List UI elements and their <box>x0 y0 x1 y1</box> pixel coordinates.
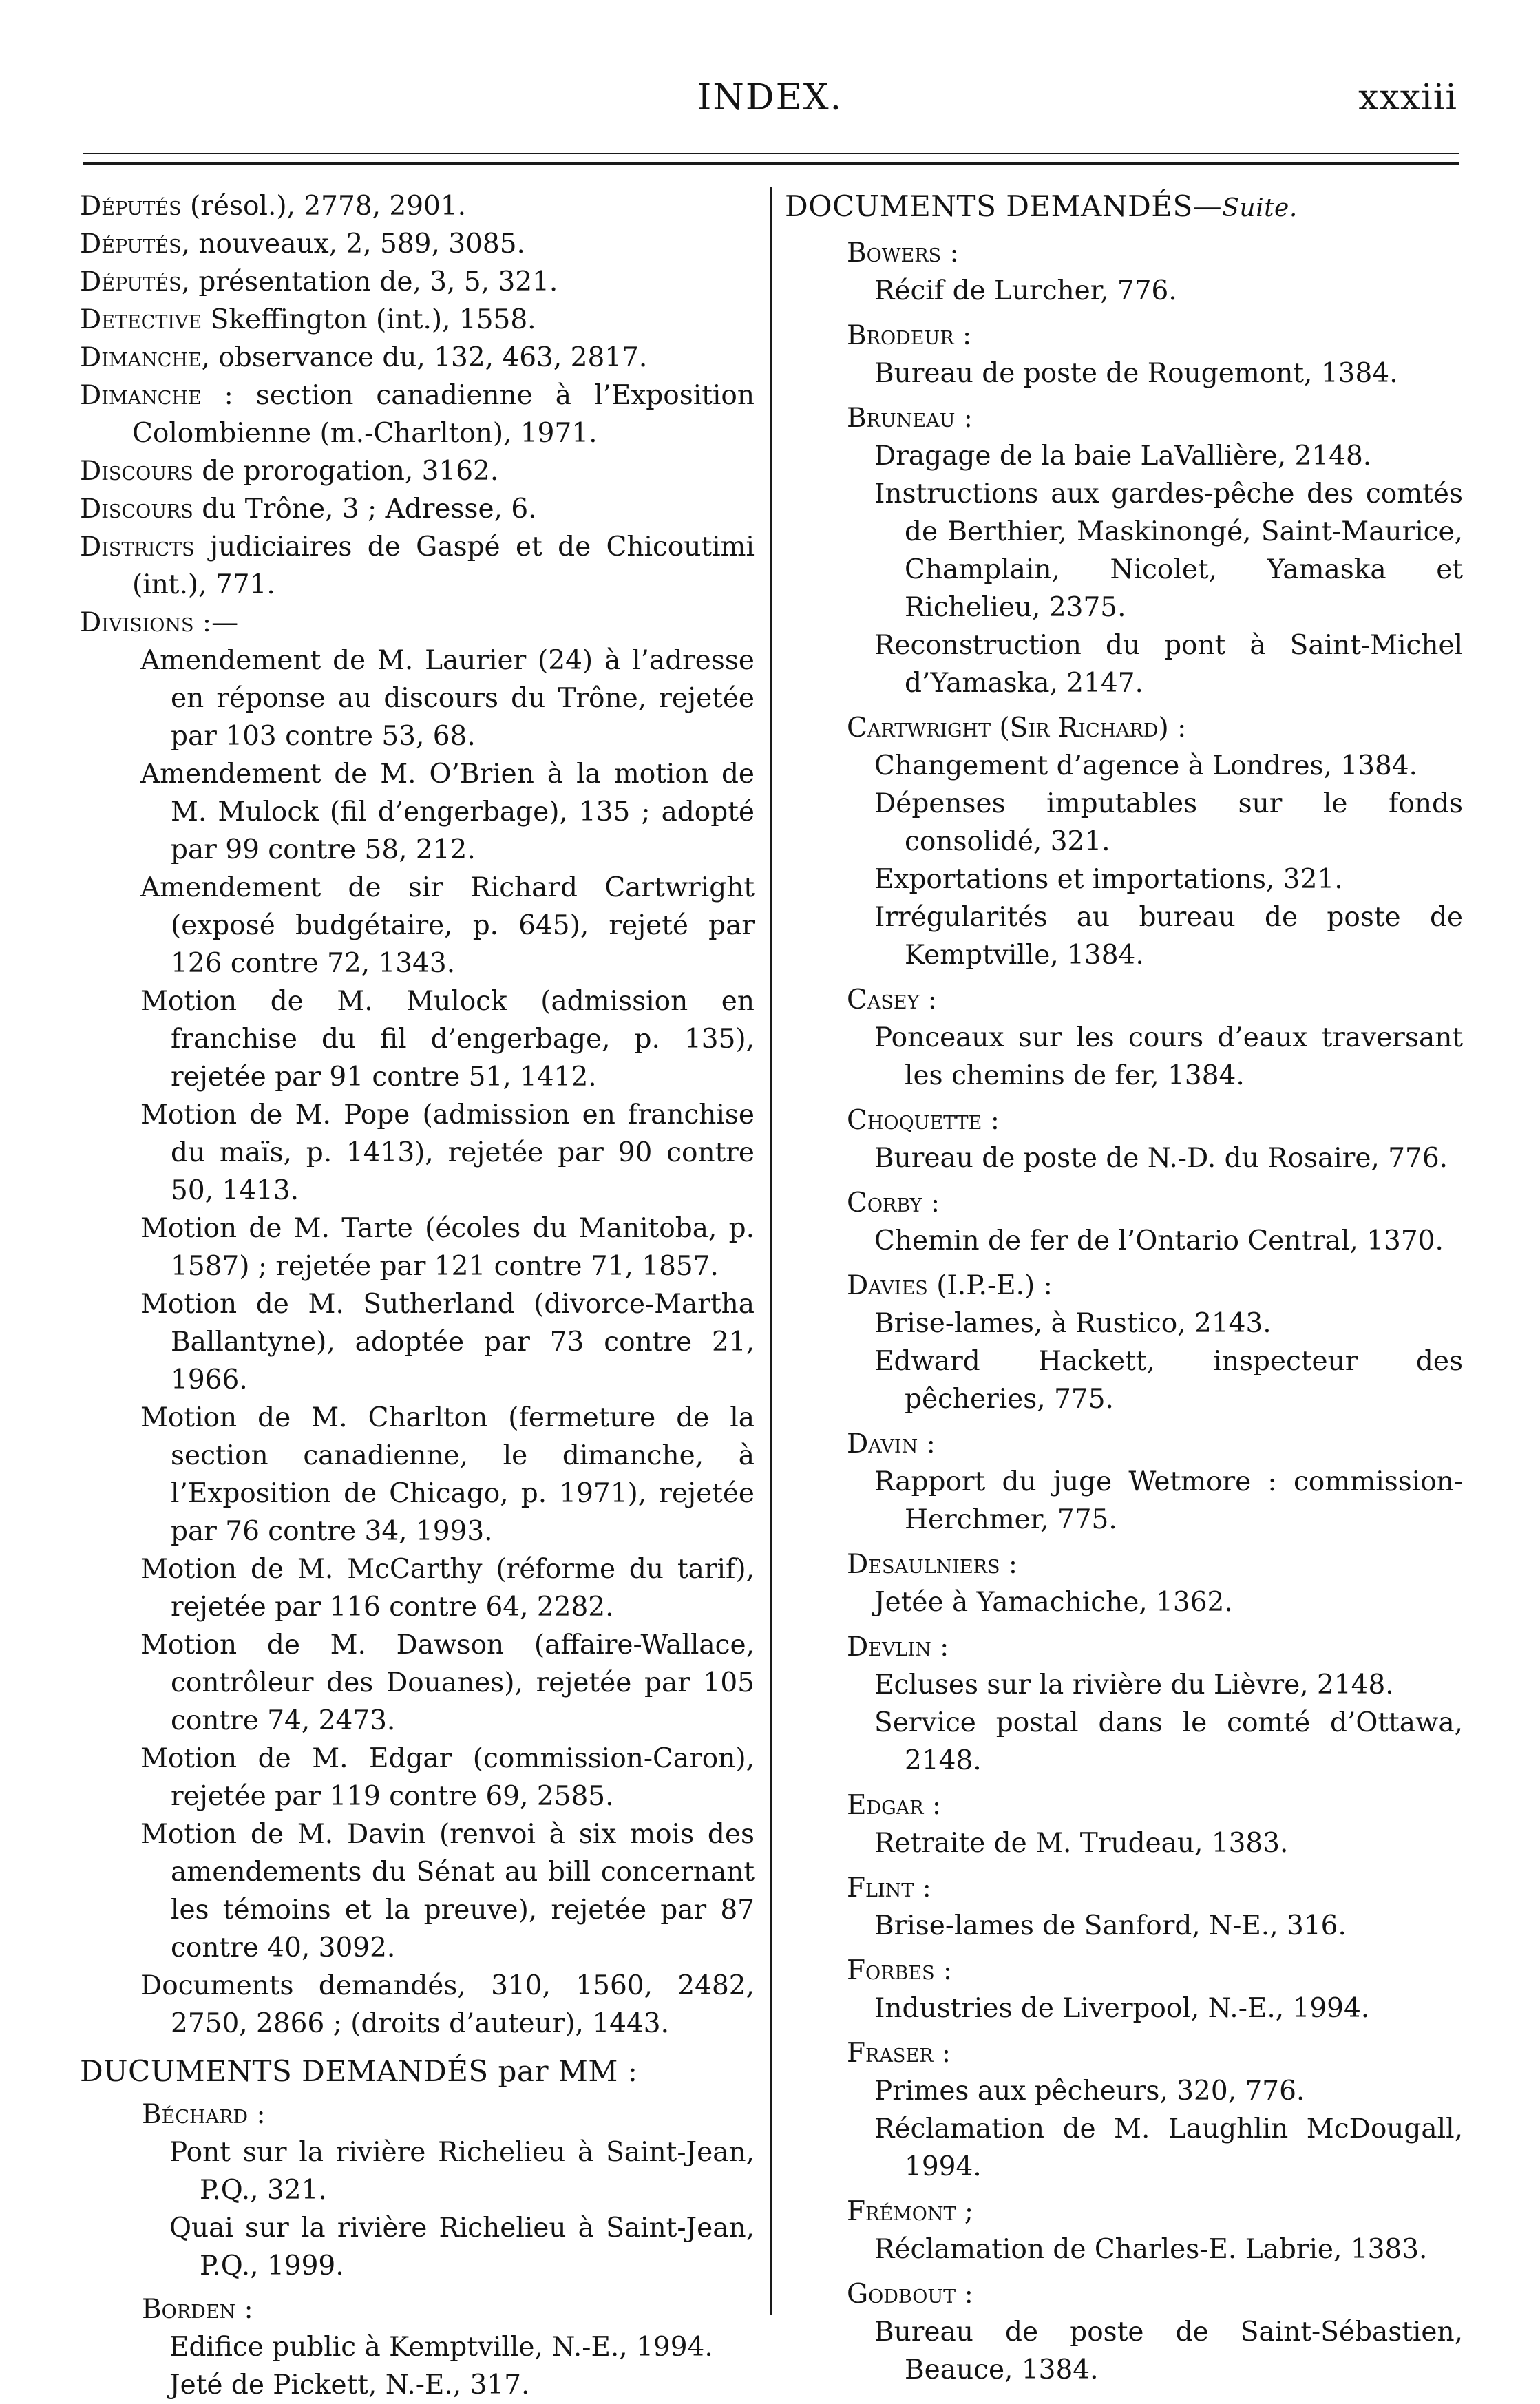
index-entry <box>80 528 755 604</box>
entry-key: Députés <box>80 229 182 260</box>
index-entry <box>80 377 755 452</box>
division-item: Motion de M. Tarte (écoles du Manitoba, p. 1587) ; rejetée par 121 contre 71, 1857. <box>140 1213 755 1282</box>
column-divider <box>770 187 772 2315</box>
document-item: Rapport du juge Wetmore : commission-Herchmer, 775. <box>874 1466 1463 1535</box>
document-item: Ecluses sur la rivière du Lièvre, 2148. <box>874 1669 1394 1700</box>
document-item: Edward Hackett, inspecteur des pêcheries, 775. <box>874 1346 1463 1415</box>
document-item: Pont sur la rivière Richelieu à Saint-Jean, P.Q., 321. <box>169 2137 755 2206</box>
member-name: Davin : <box>847 1428 936 1459</box>
index-entry <box>80 225 755 263</box>
entry-text: judiciaires de Gaspé et de Chicoutimi (int.), 771. <box>132 531 755 600</box>
division-item: Motion de M. Davin (renvoi à six mois des amendements du Sénat au bill concernant les témoins et la preuve), rejetée par 87 contre 40, 3092. <box>140 1819 755 1963</box>
entry-text: : section canadienne à l’Exposition Colombienne (m.-Charlton), 1971. <box>132 380 755 449</box>
document-item: Jetée à Yamachiche, 1362. <box>874 1587 1233 1618</box>
section-heading <box>785 187 1463 227</box>
index-entry <box>80 490 755 528</box>
document-item: Exportations et importations, 321. <box>874 864 1343 895</box>
member-name: Desaulniers : <box>847 1549 1018 1580</box>
page-title: INDEX. <box>697 77 843 118</box>
division-item: Motion de M. Charlton (fermeture de la section canadienne, le dimanche, à l’Exposition de Chicago, p. 1971), rejetée par 76 contre 34, 1993. <box>140 1402 755 1547</box>
section-heading: DUCUMENTS DEMANDÉS par MM : <box>80 2054 638 2088</box>
division-item: Motion de M. Edgar (commission-Caron), rejetée par 119 contre 69, 2585. <box>140 1743 755 1812</box>
entry-text: , nouveaux, 2, 589, 3085. <box>181 229 525 260</box>
index-entry <box>80 263 755 301</box>
entry-key: Districts <box>80 531 195 562</box>
document-item: Industries de Liverpool, N.-E., 1994. <box>874 1993 1370 2024</box>
member-name: Borden : <box>142 2294 253 2325</box>
member-name: Choquette : <box>847 1105 1000 1136</box>
document-item: Récif de Lurcher, 776. <box>874 275 1177 306</box>
document-item: Jeté de Pickett, N.-E., 317. <box>169 2370 530 2401</box>
section-suite: Suite. <box>1222 194 1298 222</box>
member-name: Frémont ; <box>847 2196 974 2227</box>
member-name: Corby : <box>847 1188 940 1219</box>
entry-key: Députés <box>80 191 182 222</box>
division-item: Motion de M. Sutherland (divorce-Martha Ballantyne), adoptée par 73 contre 21, 1966. <box>140 1289 755 1395</box>
member-name: Casey : <box>847 984 937 1015</box>
member-name: Godbout : <box>847 2279 973 2310</box>
right-column <box>785 187 1463 2389</box>
member-name: Forbes : <box>847 1955 953 1986</box>
document-item: Irrégularités au bureau de poste de Kemptville, 1384. <box>874 902 1463 971</box>
member-name: Edgar : <box>847 1790 942 1821</box>
document-item: Bureau de poste de Rougemont, 1384. <box>874 358 1398 389</box>
index-entry <box>80 604 755 642</box>
entry-text: , présentation de, 3, 5, 321. <box>181 266 558 297</box>
document-item: Instructions aux gardes-pêche des comtés de Berthier, Maskinongé, Saint-Maurice, Champlain, Nicolet, Yamaska et Richelieu, 2375. <box>874 478 1463 623</box>
member-name: Béchard : <box>142 2099 266 2130</box>
document-item: Réclamation de M. Laughlin McDougall, 1994. <box>874 2113 1463 2182</box>
document-item: Service postal dans le comté d’Ottawa, 2148. <box>874 1707 1463 1776</box>
document-item: Brise-lames, à Rustico, 2143. <box>874 1308 1272 1339</box>
entry-key: Dimanche <box>80 342 202 373</box>
document-item: Chemin de fer de l’Ontario Central, 1370. <box>874 1225 1444 1256</box>
member-name: Cartwright (Sir Richard) : <box>847 713 1187 744</box>
document-item: Bureau de poste de N.-D. du Rosaire, 776. <box>874 1143 1448 1174</box>
document-item: Retraite de M. Trudeau, 1383. <box>874 1828 1289 1859</box>
document-item: Changement d’agence à Londres, 1384. <box>874 750 1418 781</box>
member-name: Davies (I.P.-E.) : <box>847 1270 1053 1301</box>
document-item: Bureau de poste de Saint-Sébastien, Beauce, 1384. <box>874 2317 1463 2385</box>
page-number: xxxiii <box>1358 77 1457 118</box>
index-entry <box>80 339 755 377</box>
member-name: Devlin : <box>847 1632 949 1663</box>
entry-key: Detective <box>80 304 202 335</box>
document-item: Quai sur la rivière Richelieu à Saint-Jean, P.Q., 1999. <box>169 2213 755 2281</box>
entry-key: Discours <box>80 456 193 487</box>
document-item: Dragage de la baie LaVallière, 2148. <box>874 441 1372 472</box>
section-title: DOCUMENTS DEMANDÉS— <box>785 189 1223 223</box>
entry-text: Skeffington (int.), 1558. <box>202 304 536 335</box>
document-item: Brise-lames de Sanford, N-E., 316. <box>874 1910 1347 1941</box>
entry-text: de prorogation, 3162. <box>193 456 499 487</box>
entry-text: :— <box>193 607 239 638</box>
document-item: Réclamation de Charles-E. Labrie, 1383. <box>874 2234 1428 2265</box>
member-name: Brodeur : <box>847 320 972 351</box>
entry-key: Députés <box>80 266 182 297</box>
member-name: Bowers : <box>847 238 959 268</box>
division-item: Motion de M. McCarthy (réforme du tarif), rejetée par 116 contre 64, 2282. <box>140 1554 755 1623</box>
division-item: Motion de M. Dawson (affaire-Wallace, contrôleur des Douanes), rejetée par 105 contre 74, 2473. <box>140 1630 755 1736</box>
left-column <box>80 187 755 2404</box>
document-item: Reconstruction du pont à Saint-Michel d’Yamaska, 2147. <box>874 630 1463 699</box>
entry-key: Dimanche <box>80 380 202 411</box>
document-item: Ponceaux sur les cours d’eaux traversant les chemins de fer, 1384. <box>874 1022 1463 1091</box>
member-name: Flint : <box>847 1873 931 1904</box>
division-item: Amendement de sir Richard Cartwright (exposé budgétaire, p. 645), rejeté par 126 contre 72, 1343. <box>140 872 755 979</box>
header-rule-thin <box>83 153 1459 154</box>
index-entry <box>80 187 755 225</box>
division-item: Motion de M. Pope (admission en franchise du maïs, p. 1413), rejetée par 90 contre 50, 1413. <box>140 1099 755 1206</box>
index-entry <box>80 301 755 339</box>
division-item: Motion de M. Mulock (admission en franchise du fil d’engerbage, p. 135), rejetée par 91 contre 51, 1412. <box>140 986 755 1093</box>
division-item: Documents demandés, 310, 1560, 2482, 2750, 2866 ; (droits d’auteur), 1443. <box>140 1970 755 2039</box>
entry-key: Divisions <box>80 607 194 638</box>
member-name: Bruneau : <box>847 403 973 434</box>
document-item: Edifice public à Kemptville, N.-E., 1994. <box>169 2332 713 2363</box>
document-item: Primes aux pêcheurs, 320, 776. <box>874 2076 1305 2107</box>
division-item: Amendement de M. O’Brien à la motion de M. Mulock (fil d’engerbage), 135 ; adopté par 99 contre 58, 212. <box>140 759 755 865</box>
entry-text: , observance du, 132, 463, 2817. <box>201 342 648 373</box>
member-name: Fraser : <box>847 2038 951 2069</box>
document-item: Dépenses imputables sur le fonds consolidé, 321. <box>874 788 1463 857</box>
header-rule-thick <box>83 162 1459 165</box>
entry-key: Discours <box>80 494 193 525</box>
division-item: Amendement de M. Laurier (24) à l’adresse en réponse au discours du Trône, rejetée par 103 contre 53, 68. <box>140 645 755 752</box>
page-header <box>0 77 1540 125</box>
index-entry <box>80 452 755 490</box>
entry-text: (résol.), 2778, 2901. <box>181 191 467 222</box>
entry-text: du Trône, 3 ; Adresse, 6. <box>193 494 537 525</box>
